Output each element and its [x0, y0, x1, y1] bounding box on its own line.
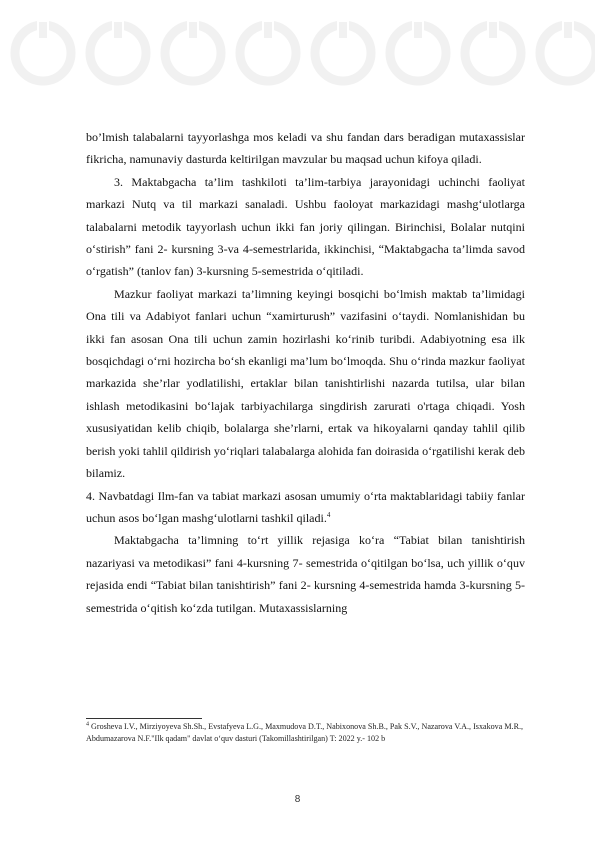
watermark-logo-icon: [158, 18, 228, 88]
paragraph-continuation: bo’lmish talabalarni tayyorlashga mos keladi va shu fandan dars beradigan mutaxassislar fikricha, namunaviy dasturda keltirilgan mavzular bu maqsad uchun kifoya qiladi.: [86, 130, 525, 167]
body-text: [86, 126, 525, 619]
footnote-text: Grosheva I.V., Mirziyoyeva Sh.Sh., Evstafyeva L.G., Maxmudova D.T., Nabixonova Sh.B., Pak S.V., Nazarova V.A., Isxakova M.R., Abdumazarova N.F."Ilk qadam" davlat o‘quv dasturi (Takomillashtirilgan) T: 2022 y.- 102 b: [86, 722, 524, 743]
paragraph-nature-course: Maktabgacha ta’limning to‘rt yillik rejasiga ko‘ra “Tabiat bilan tanishtirish nazariyasi va metodikasi” fani 4-kursning 7- semestrida o‘qitilgan bo‘lsa, uch yillik o‘quv rejasida endi “Tabiat bilan tanishtirish” fani 2- kursning 4-semestrida hamda 3-kursning 5-semestrida o‘qitish ko‘zda tutilgan. Mutaxassislarning: [86, 533, 525, 615]
paragraph-science-center: [86, 485, 525, 530]
watermark-logo-icon: [233, 18, 303, 88]
watermark-logo-icon: [8, 18, 78, 88]
watermark-logo-icon: [383, 18, 453, 88]
footnote: [86, 721, 546, 744]
watermark-logo-icon: [458, 18, 528, 88]
watermark-logo-icon: [83, 18, 153, 88]
page-number: 8: [294, 794, 301, 805]
watermark-logo-icon: [308, 18, 378, 88]
watermark-strip: [0, 0, 595, 130]
footnote-number: 4: [86, 721, 89, 728]
footnote-reference: 4: [326, 510, 331, 519]
footnote-separator: [86, 718, 202, 719]
paragraph-literature: Mazkur faoliyat markazi ta’limning keyingi bosqichi bo‘lmish maktab ta’limidagi Ona tili va Adabiyot fanlari uchun “xamirturush” vazifasini o‘taydi. Nomlanishidan bu ikki fan asosan Ona tili uchun zamin hozirlashi ko‘rinib turibdi. Adabiyotning esa ilk bosqichdagi o‘rni hozircha bo‘sh ekanligi ma’lum bo‘lmoqda. Shu o‘rinda mazkur faoliyat markazida she’rlar yodlatilishi, ertaklar bilan tanishtirlishi nazarda tutilsa, ular bilan ishlash metodikasini bo‘lajak tarbiyachilarga singdirish zarurati o'rtaga chiqadi. Yosh xususiyatidan kelib chiqib, bolalarga she’rlarni, ertak va hikoyalarni qanday tahlil qilib berish yoki tahlil qildirish yo‘riqlari talabalarga alohida fan doirasida o‘rgatilishi kerak deb bilamiz.: [86, 286, 525, 481]
watermark-logo-icon: [533, 18, 595, 88]
paragraph-speech-center: 3. Maktabgacha ta’lim tashkiloti ta’lim-tarbiya jarayonidagi uchinchi faoliyat markazi Nutq va til markazi sanaladi. Ushbu faoloyat markazidagi mashg‘ulotlarga talabalarni metodik tayyorlash uchun ikki fan joriy qilingan. Birinchisi, Bolalar nutqini o‘stirish” fani 2- kursning 3-va 4-semestrlarida, ikkinchisi, “Maktabgacha ta’limda savod o‘rgatish” (tanlov fan) 3-kursning 5-semestrida o‘qitiladi.: [86, 174, 525, 279]
paragraph-science-center-text: 4. Navbatdagi Ilm-fan va tabiat markazi asosan umumiy o‘rta maktablaridagi tabiiy fanlar uchun asos bo‘lgan mashg‘ulotlarni tashkil qiladi.: [86, 488, 525, 525]
